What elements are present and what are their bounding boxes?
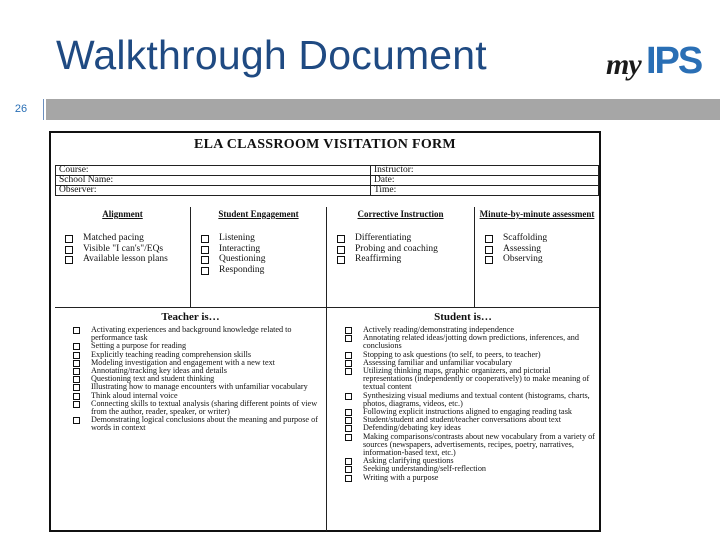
info-row — [56, 176, 599, 186]
checklist-item-label: Writing with a purpose — [363, 472, 439, 482]
checkbox-icon[interactable] — [345, 417, 352, 424]
checkbox-icon[interactable] — [485, 256, 493, 264]
checkbox-icon[interactable] — [73, 360, 80, 367]
checklist-item[interactable] — [73, 400, 322, 416]
checkbox-icon[interactable] — [201, 246, 209, 254]
column-student-engagement — [191, 207, 327, 307]
checklist-item-label: Student/student and student/teacher conversations about text — [363, 415, 562, 425]
checkbox-icon[interactable] — [345, 409, 352, 416]
checklist-item-label: Explicitly teaching reading comprehension skills — [91, 349, 252, 359]
checklist-item[interactable] — [345, 334, 595, 350]
checklist-item[interactable]: Matched pacing — [65, 233, 190, 244]
checklist-item[interactable] — [345, 433, 595, 458]
checklist-item[interactable]: Visible "I can's"/EQs — [65, 244, 190, 255]
checklist-item-label: Annotating related ideas/jotting down predictions, inferences, and conclusions — [363, 333, 579, 351]
info-cell: Instructor: — [370, 166, 598, 176]
checkbox-icon[interactable] — [345, 458, 352, 465]
checklist-item-label: Synthesizing visual mediums and textual content (histograms, charts, photos, diagrams, videos, etc.) — [363, 390, 590, 408]
checkbox-icon[interactable] — [65, 246, 73, 254]
checkbox-icon[interactable] — [73, 384, 80, 391]
checklist-item[interactable] — [345, 392, 595, 408]
checklist-item[interactable]: Reaffirming — [337, 254, 474, 265]
checklist-item[interactable]: Assessing — [485, 244, 599, 255]
checklist-item-label: Connecting skills to textual analysis (sharing different points of view from the author, reader, speaker, or writer) — [91, 398, 318, 417]
checklist-item-label: Assessing familiar and unfamiliar vocabulary — [363, 357, 513, 367]
checkbox-icon[interactable] — [345, 466, 352, 473]
slide-title: Walkthrough Document — [56, 32, 487, 78]
teacher-heading: Teacher is… — [161, 311, 220, 323]
checklist-item[interactable]: Scaffolding — [485, 233, 599, 244]
checklist-item-label: Setting a purpose for reading — [91, 341, 187, 351]
checkbox-icon[interactable] — [485, 235, 493, 243]
column-minute-assessment — [475, 207, 599, 307]
checkbox-icon[interactable] — [73, 417, 80, 424]
checklist-item-label: Annotating/tracking key ideas and details — [91, 366, 227, 376]
checklist-item[interactable]: Probing and coaching — [337, 244, 474, 255]
checkbox-icon[interactable] — [485, 246, 493, 254]
checklist-item-label: Asking clarifying questions — [363, 456, 454, 466]
checklist-item-label: Stopping to ask questions (to self, to peers, to teacher) — [363, 349, 541, 359]
checklist-item-label: Demonstrating logical conclusions about the meaning and purpose of words in context — [91, 415, 318, 433]
checkbox-icon[interactable] — [345, 393, 352, 400]
checklist-item[interactable]: Available lesson plans — [65, 254, 190, 265]
header-bar — [46, 99, 720, 120]
teacher-checklist — [55, 326, 326, 433]
checkbox-icon[interactable] — [73, 368, 80, 375]
teacher-column — [55, 308, 327, 531]
checkbox-icon[interactable] — [337, 256, 345, 264]
info-cell: School Name: — [56, 176, 371, 186]
checkbox-icon[interactable] — [345, 368, 352, 375]
checkbox-icon[interactable] — [65, 256, 73, 264]
logo-my-text: my — [606, 48, 641, 81]
column-heading: Minute-by-minute assessment — [479, 209, 595, 219]
checklist-item[interactable]: Listening — [201, 233, 326, 244]
checklist-item-label: Activating experiences and background knowledge related to performance task — [91, 325, 292, 343]
checkbox-icon[interactable] — [73, 352, 80, 359]
info-cell: Time: — [370, 186, 598, 196]
checklist-item[interactable] — [73, 416, 322, 432]
divider — [43, 99, 44, 120]
column-heading: Corrective Instruction — [357, 209, 444, 219]
checklist-item-label: Following explicit instructions aligned to engaging reading task — [363, 407, 572, 417]
checklist-item[interactable]: Observing — [485, 254, 599, 265]
checkbox-icon[interactable] — [337, 246, 345, 254]
checkbox-icon[interactable] — [201, 235, 209, 243]
checklist-item[interactable] — [73, 326, 322, 342]
checkbox-icon[interactable] — [345, 352, 352, 359]
checklist-item-label: Illustrating how to manage encounters with unfamiliar vocabulary — [91, 382, 308, 392]
checkbox-icon[interactable] — [345, 360, 352, 367]
checkbox-icon[interactable] — [73, 343, 80, 350]
column-alignment — [55, 207, 191, 307]
info-cell: Course: — [56, 166, 371, 176]
checklist-item[interactable]: Interacting — [201, 244, 326, 255]
info-cell: Date: — [370, 176, 598, 186]
checkbox-icon[interactable] — [73, 401, 80, 408]
checkbox-icon[interactable] — [337, 235, 345, 243]
info-table — [55, 165, 599, 196]
form-title: ELA CLASSROOM VISITATION FORM — [194, 137, 456, 152]
checklist-item-label: Modeling investigation and engagement with a new text — [91, 357, 275, 367]
column-heading: Alignment — [102, 209, 143, 219]
checkbox-icon[interactable] — [73, 376, 80, 383]
myips-logo — [606, 40, 706, 80]
info-row — [56, 186, 599, 196]
checklist-item-label: Making comparisons/contrasts about new vocabulary from a variety of sources (newspapers, advertisements, recipes, poetry, narratives, information-based text, etc.) — [363, 431, 595, 458]
checklist-item[interactable] — [345, 474, 595, 482]
checklist-item-label: Defending/debating key ideas — [363, 423, 461, 433]
student-checklist — [327, 326, 599, 482]
column-corrective-instruction — [327, 207, 475, 307]
checklist-item-label: Questioning text and student thinking — [91, 374, 215, 384]
checkbox-icon[interactable] — [65, 235, 73, 243]
checkbox-icon[interactable] — [345, 425, 352, 432]
checkbox-icon[interactable] — [345, 434, 352, 441]
checklist-item-label: Think aloud internal voice — [91, 390, 178, 400]
checkbox-icon[interactable] — [345, 327, 352, 334]
checkbox-icon[interactable] — [73, 393, 80, 400]
checkbox-icon[interactable] — [73, 327, 80, 334]
checklist-item-label: Actively reading/demonstrating independence — [363, 325, 514, 334]
focus-columns — [55, 207, 599, 307]
checklist-item[interactable] — [345, 367, 595, 392]
checkbox-icon[interactable] — [201, 267, 209, 275]
checkbox-icon[interactable] — [345, 475, 352, 482]
checklist-item-label: Seeking understanding/self-reflection — [363, 464, 487, 474]
checklist-item-label: Utilizing thinking maps, graphic organizers, and pictorial representations (independently or cooperatively) to make meaning of textual content — [363, 366, 590, 392]
checkbox-icon[interactable] — [345, 335, 352, 342]
logo-ips-text: IPS — [646, 40, 702, 82]
info-cell: Observer: — [56, 186, 371, 196]
slide-number: 26 — [0, 99, 42, 120]
teacher-student-section — [55, 307, 599, 531]
checkbox-icon[interactable] — [201, 256, 209, 264]
student-heading: Student is… — [434, 311, 492, 323]
checklist-item[interactable]: Questioning — [201, 254, 326, 265]
visitation-form — [49, 131, 601, 532]
checklist-item[interactable]: Differentiating — [337, 233, 474, 244]
info-row — [56, 166, 599, 176]
checklist-item[interactable]: Responding — [201, 265, 326, 276]
column-heading: Student Engagement — [218, 209, 299, 219]
student-column — [327, 308, 599, 531]
